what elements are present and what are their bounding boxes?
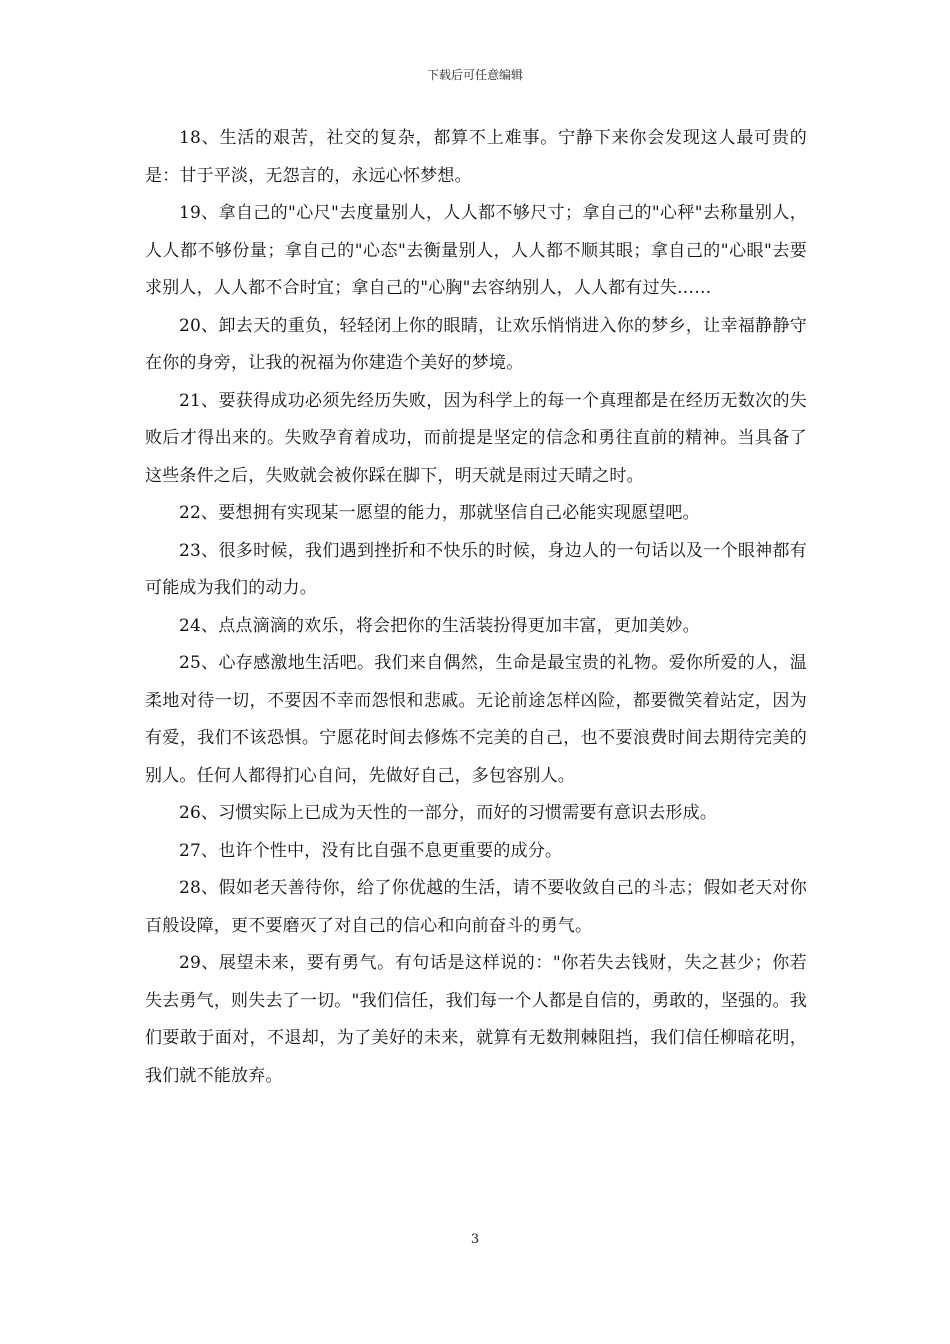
page-number: 3 bbox=[470, 1232, 480, 1247]
paragraph-18: 18、生活的艰苦，社交的复杂，都算不上难事。宁静下来你会发现这人最可贵的是：甘于平淡，无怨言的，永远心怀梦想。 bbox=[145, 128, 807, 186]
paragraph-24: 24、点点滴滴的欢乐，将会把你的生活装扮得更加丰富，更加美妙。 bbox=[179, 615, 700, 636]
paragraph-29: 29、展望未来，要有勇气。有句话是这样说的："你若失去钱财，失之甚少；你若失去勇气，则失去了一切。"我们信任，我们每一个人都是自信的，勇敢的，坚强的。我们要敢于面对，不退却，为了美好的未来，就算有无数荆棘阻挡，我们信任柳暗花明，我们就不能放弃。 bbox=[145, 953, 807, 1086]
paragraph-25: 25、心存感激地生活吧。我们来自偶然，生命是最宝贵的礼物。爱你所爱的人，温柔地对待一切，不要因不幸而怨恨和悲戚。无论前途怎样凶险，都要微笑着站定，因为有爱，我们不该恐惧。宁愿花时间去修炼不完美的自己，也不要浪费时间去期待完美的别人。任何人都得扪心自问，先做好自己，多包容别人。 bbox=[145, 653, 807, 786]
paragraph-28: 28、假如老天善待你，给了你优越的生活，请不要收敛自己的斗志；假如老天对你百般设障，更不要磨灭了对自己的信心和向前奋斗的勇气。 bbox=[145, 878, 807, 936]
page-header: 下载后可任意编辑 bbox=[426, 68, 523, 82]
paragraph-27: 27、也许个性中，没有比自强不息更重要的成分。 bbox=[179, 840, 563, 861]
paragraph-26: 26、习惯实际上已成为天性的一部分，而好的习惯需要有意识去形成。 bbox=[179, 803, 718, 823]
paragraph-22: 22、要想拥有实现某一愿望的能力，那就坚信自己必能实现愿望吧。 bbox=[179, 503, 700, 523]
paragraph-20: 20、卸去天的重负，轻轻闭上你的眼睛，让欢乐悄悄进入你的梦乡，让幸福静静守在你的身旁，让我的祝福为你建造个美好的梦境。 bbox=[145, 315, 807, 373]
document-body bbox=[145, 120, 807, 1095]
paragraph-19: 19、拿自己的"心尺"去度量别人，人人都不够尺寸；拿自己的"心秤"去称量别人，人人都不够份量；拿自己的"心态"去衡量别人，人人都不顺其眼；拿自己的"心眼"去要求别人，人人都不合时宜；拿自己的"心胸"去容纳别人，人人都有过失…… bbox=[145, 203, 807, 298]
paragraph-21: 21、要获得成功必须先经历失败，因为科学上的每一个真理都是在经历无数次的失败后才得出来的。失败孕育着成功，而前提是坚定的信念和勇往直前的精神。当具备了这些条件之后，失败就会被你踩在脚下，明天就是雨过天晴之时。 bbox=[145, 390, 807, 486]
paragraph-23: 23、很多时候，我们遇到挫折和不快乐的时候，身边人的一句话以及一个眼神都有可能成为我们的动力。 bbox=[145, 540, 807, 598]
